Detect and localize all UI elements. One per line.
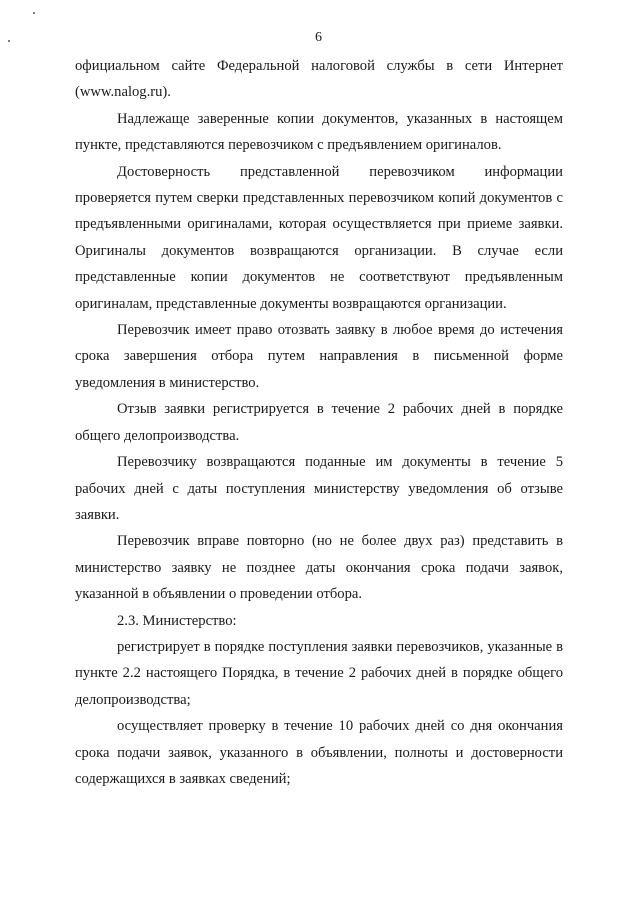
paragraph: регистрирует в порядке поступления заявки перевозчиков, указанные в пункте 2.2 настоящего Порядка, в течение 2 рабочих дней в порядке общего делопроизводства; — [75, 638, 563, 708]
paragraph: Перевозчик имеет право отозвать заявку в любое время до истечения срока завершения отбора путем направления в письменной форме уведомления в министерство. — [75, 322, 563, 391]
section-heading: 2.3. Министерство: — [117, 612, 237, 629]
document-body — [75, 53, 563, 792]
scan-speck — [33, 12, 35, 14]
paragraph: осуществляет проверку в течение 10 рабочих дней со дня окончания срока подачи заявок, указанного в объявлении, полноты и достоверности содержащихся в заявках сведений; — [75, 718, 563, 787]
paragraph: Перевозчик вправе повторно (но не более двух раз) представить в министерство заявку не позднее даты окончания срока подачи заявок, указанной в объявлении о проведении отбора. — [75, 533, 563, 603]
paragraph: Перевозчику возвращаются поданные им документы в течение 5 рабочих дней с даты поступления министерству уведомления об отзыве заявки. — [75, 454, 563, 523]
paragraph: Отзыв заявки регистрируется в течение 2 рабочих дней в порядке общего делопроизводства. — [75, 401, 563, 444]
paragraph-continuation: официальном сайте Федеральной налоговой службы в сети Интернет (www.nalog.ru). — [75, 58, 563, 101]
paragraph: Достоверность представленной перевозчиком информации проверяется путем сверки представленных перевозчиком копий документов с предъявленными оригиналами, которая осуществляется при приеме заявки. Оригиналы документов возвращаются организации. В случае если представленные копии документов не соответствуют предъявленным оригиналам, представленные документы возвращаются организации. — [75, 163, 563, 312]
paragraph: Надлежаще заверенные копии документов, указанных в настоящем пункте, представляются перевозчиком с предъявлением оригиналов. — [75, 110, 563, 154]
page-number: 6 — [315, 30, 322, 45]
